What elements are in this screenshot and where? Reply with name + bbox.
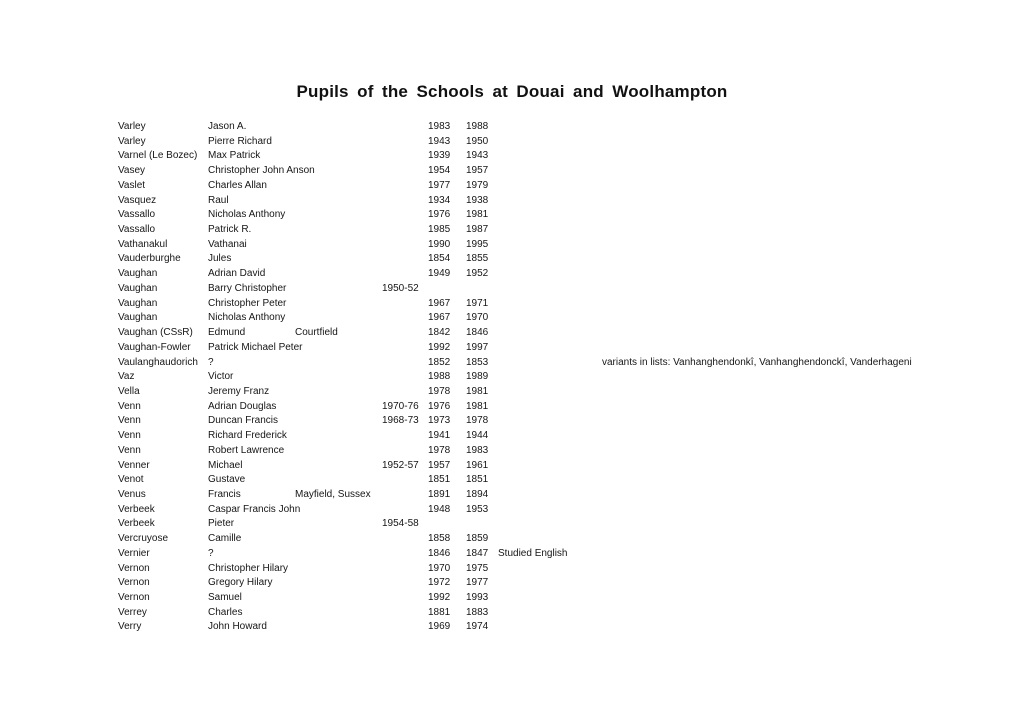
table-row — [118, 620, 1008, 635]
year_from-cell: 1934 — [428, 194, 451, 206]
forenames-cell: Jeremy Franz — [208, 385, 270, 397]
surname-cell: Venot — [118, 474, 144, 486]
year_to-cell: 1957 — [466, 165, 489, 177]
year_to-cell: 1971 — [466, 297, 489, 309]
table-row — [118, 473, 1008, 488]
year_from-cell: 1967 — [428, 312, 451, 324]
surname-cell: Venn — [118, 430, 141, 442]
year_to-cell: 1979 — [466, 179, 489, 191]
table-row — [118, 562, 1008, 577]
forenames-cell: Nicholas Anthony — [208, 312, 286, 324]
surname-cell: Vaslet — [118, 179, 146, 191]
table-row — [118, 547, 1008, 562]
surname-cell: Venn — [118, 400, 141, 412]
surname-cell: Varley — [118, 135, 146, 147]
surname-cell: Vathanakul — [118, 238, 168, 250]
year_to-cell: 1989 — [466, 371, 489, 383]
year_from-cell: 1976 — [428, 209, 451, 221]
surname-cell: Verrey — [118, 606, 147, 618]
table-row — [118, 370, 1008, 385]
year_to-cell: 1855 — [466, 253, 489, 265]
forenames-cell: Caspar Francis John — [208, 503, 301, 515]
year_from-cell: 1957 — [428, 459, 451, 471]
forenames-cell: Michael — [208, 459, 243, 471]
surname-cell: Vernier — [118, 547, 150, 559]
year_to-cell: 1970 — [466, 312, 489, 324]
surname-cell: Varley — [118, 121, 146, 132]
year_from-cell: 1988 — [428, 371, 451, 383]
table-row — [118, 429, 1008, 444]
table-row — [118, 488, 1008, 503]
year_from-cell: 1978 — [428, 444, 451, 456]
year_to-cell: 1883 — [466, 606, 489, 618]
year_to-cell: 1981 — [466, 209, 489, 221]
surname-cell: Vaughan-Fowler — [118, 341, 191, 353]
table-row — [118, 517, 1008, 532]
forenames-cell: Vathanai — [208, 238, 247, 250]
surname-cell: Vaughan (CSsR) — [118, 327, 193, 339]
forenames-cell: Max Patrick — [208, 150, 261, 162]
year_to-cell: 1981 — [466, 385, 489, 397]
surname-cell: Vassallo — [118, 224, 156, 236]
year_from-cell: 1891 — [428, 488, 451, 500]
forenames-cell: Victor — [208, 371, 234, 383]
forenames-cell: Patrick Michael Peter — [208, 341, 303, 353]
surname-cell: Vassallo — [118, 209, 156, 221]
surname-cell: Verry — [118, 621, 142, 633]
table-row — [118, 385, 1008, 400]
table-row — [118, 297, 1008, 312]
year_from-cell: 1941 — [428, 430, 451, 442]
year_to-cell: 1988 — [466, 121, 489, 132]
forenames-cell: Adrian David — [208, 268, 266, 280]
year_to-cell: 1846 — [466, 327, 489, 339]
table-row — [118, 238, 1008, 253]
year_to-cell: 1997 — [466, 341, 489, 353]
table-row — [118, 223, 1008, 238]
forenames-cell: Pierre Richard — [208, 135, 272, 147]
table-row — [118, 135, 1008, 150]
place-cell: Mayfield, Sussex — [295, 488, 371, 500]
forenames-cell: Richard Frederick — [208, 430, 287, 442]
forenames-cell: Nicholas Anthony — [208, 209, 286, 221]
year_to-cell: 1851 — [466, 474, 489, 486]
year_to-cell: 1974 — [466, 621, 489, 633]
year_from-cell: 1992 — [428, 341, 451, 353]
forenames-cell: Camille — [208, 533, 242, 545]
forenames-cell: Charles — [208, 606, 243, 618]
table-row — [118, 149, 1008, 164]
table-row — [118, 208, 1008, 223]
surname-cell: Venn — [118, 415, 141, 427]
table-row — [118, 532, 1008, 547]
surname-cell: Vernon — [118, 577, 150, 589]
surname-cell: Venn — [118, 444, 141, 456]
year_from-cell: 1858 — [428, 533, 451, 545]
year_to-cell: 1952 — [466, 268, 489, 280]
attended_range-cell: 1970-76 — [382, 400, 419, 412]
table-row — [118, 591, 1008, 606]
year_from-cell: 1852 — [428, 356, 451, 368]
year_to-cell: 1853 — [466, 356, 489, 368]
year_from-cell: 1985 — [428, 224, 451, 236]
forenames-cell: Edmund — [208, 327, 246, 339]
attended_range-cell: 1952-57 — [382, 459, 419, 471]
year_to-cell: 1938 — [466, 194, 489, 206]
table-row — [118, 341, 1008, 356]
year_from-cell: 1851 — [428, 474, 451, 486]
year_from-cell: 1842 — [428, 327, 451, 339]
table-row — [118, 267, 1008, 282]
surname-cell: Vaughan — [118, 297, 158, 309]
forenames-cell: Jules — [208, 253, 232, 265]
surname-cell: Vasey — [118, 165, 146, 177]
year_to-cell: 1944 — [466, 430, 489, 442]
year_to-cell: 1977 — [466, 577, 489, 589]
year_to-cell: 1978 — [466, 415, 489, 427]
year_from-cell: 1969 — [428, 621, 451, 633]
table-row — [118, 414, 1008, 429]
page-title: Pupils of the Schools at Douai and Woolhampton — [296, 82, 728, 101]
forenames-cell: Gustave — [208, 474, 246, 486]
year_from-cell: 1881 — [428, 606, 451, 618]
forenames-cell: Gregory Hilary — [208, 577, 273, 589]
table-row — [118, 179, 1008, 194]
year_to-cell: 1894 — [466, 488, 489, 500]
year_to-cell: 1859 — [466, 533, 489, 545]
year_to-cell: 1950 — [466, 135, 489, 147]
note-cell: Studied English — [498, 547, 568, 559]
surname-cell: Verbeek — [118, 503, 155, 515]
surname-cell: Vaz — [118, 371, 135, 383]
surname-cell: Vaughan — [118, 268, 158, 280]
table-row — [118, 282, 1008, 297]
table-row — [118, 311, 1008, 326]
year_from-cell: 1948 — [428, 503, 451, 515]
attended_range-cell: 1968-73 — [382, 415, 419, 427]
surname-cell: Varnel (Le Bozec) — [118, 150, 198, 162]
year_from-cell: 1970 — [428, 562, 451, 574]
table-row — [118, 164, 1008, 179]
year_to-cell: 1953 — [466, 503, 489, 515]
forenames-cell: Barry Christopher — [208, 282, 287, 294]
table-row — [118, 503, 1008, 518]
forenames-cell: Christopher Peter — [208, 297, 287, 309]
attended_range-cell: 1950-52 — [382, 282, 419, 294]
year_from-cell: 1977 — [428, 179, 451, 191]
forenames-cell: Adrian Douglas — [208, 400, 277, 412]
forenames-cell: Patrick R. — [208, 224, 252, 236]
surname-cell: Vauderburghe — [118, 253, 181, 265]
forenames-cell: Jason A. — [208, 121, 247, 132]
year_from-cell: 1978 — [428, 385, 451, 397]
table-row — [118, 576, 1008, 591]
table-row — [118, 120, 1008, 135]
surname-cell: Vercruyose — [118, 533, 169, 545]
table-row — [118, 444, 1008, 459]
year_from-cell: 1967 — [428, 297, 451, 309]
forenames-cell: Christopher Hilary — [208, 562, 289, 574]
year_to-cell: 1975 — [466, 562, 489, 574]
surname-cell: Venus — [118, 488, 146, 500]
year_to-cell: 1983 — [466, 444, 489, 456]
surname-cell: Verbeek — [118, 518, 155, 530]
year_from-cell: 1990 — [428, 238, 451, 250]
table-row — [118, 459, 1008, 474]
surname-cell: Vasquez — [118, 194, 157, 206]
forenames-cell: Samuel — [208, 592, 242, 603]
year_from-cell: 1943 — [428, 135, 451, 147]
pupil-table — [118, 120, 1008, 635]
forenames-cell: Charles Allan — [208, 179, 267, 191]
surname-cell: Venner — [118, 459, 150, 471]
table-row — [118, 400, 1008, 415]
place-cell: Courtfield — [295, 327, 338, 339]
year_from-cell: 1954 — [428, 165, 451, 177]
forenames-cell: Duncan Francis — [208, 415, 279, 427]
surname-cell: Vaulanghaudorich — [118, 356, 198, 368]
surname-cell: Vella — [118, 385, 140, 397]
year_to-cell: 1943 — [466, 150, 489, 162]
table-row — [118, 356, 1008, 371]
year_from-cell: 1973 — [428, 415, 451, 427]
year_from-cell: 1983 — [428, 121, 451, 132]
table-row — [118, 252, 1008, 267]
table-row — [118, 326, 1008, 341]
year_to-cell: 1993 — [466, 592, 489, 603]
surname-cell: Vernon — [118, 592, 150, 603]
surname-cell: Vernon — [118, 562, 150, 574]
surname-cell: Vaughan — [118, 282, 158, 294]
surname-cell: Vaughan — [118, 312, 158, 324]
forenames-cell: Christopher John Anson — [208, 165, 315, 177]
year_from-cell: 1949 — [428, 268, 451, 280]
table-row — [118, 606, 1008, 621]
year_from-cell: 1846 — [428, 547, 451, 559]
year_from-cell: 1992 — [428, 592, 451, 603]
forenames-cell: Robert Lawrence — [208, 444, 285, 456]
year_from-cell: 1972 — [428, 577, 451, 589]
table-row — [118, 194, 1008, 209]
year_to-cell: 1847 — [466, 547, 489, 559]
forenames-cell: Francis — [208, 488, 241, 500]
year_from-cell: 1854 — [428, 253, 451, 265]
forenames-cell: ? — [208, 547, 214, 559]
forenames-cell: Pieter — [208, 518, 235, 530]
forenames-cell: John Howard — [208, 621, 267, 633]
year_to-cell: 1995 — [466, 238, 489, 250]
forenames-cell: ? — [208, 356, 214, 368]
year_to-cell: 1961 — [466, 459, 489, 471]
year_from-cell: 1976 — [428, 400, 451, 412]
year_to-cell: 1981 — [466, 400, 489, 412]
variants_note-cell: variants in lists: Vanhanghendonkî, Vanhanghendonckî, Vanderhageni — [602, 356, 912, 368]
year_from-cell: 1939 — [428, 150, 451, 162]
attended_range-cell: 1954-58 — [382, 518, 419, 530]
forenames-cell: Raul — [208, 194, 229, 206]
year_to-cell: 1987 — [466, 224, 489, 236]
